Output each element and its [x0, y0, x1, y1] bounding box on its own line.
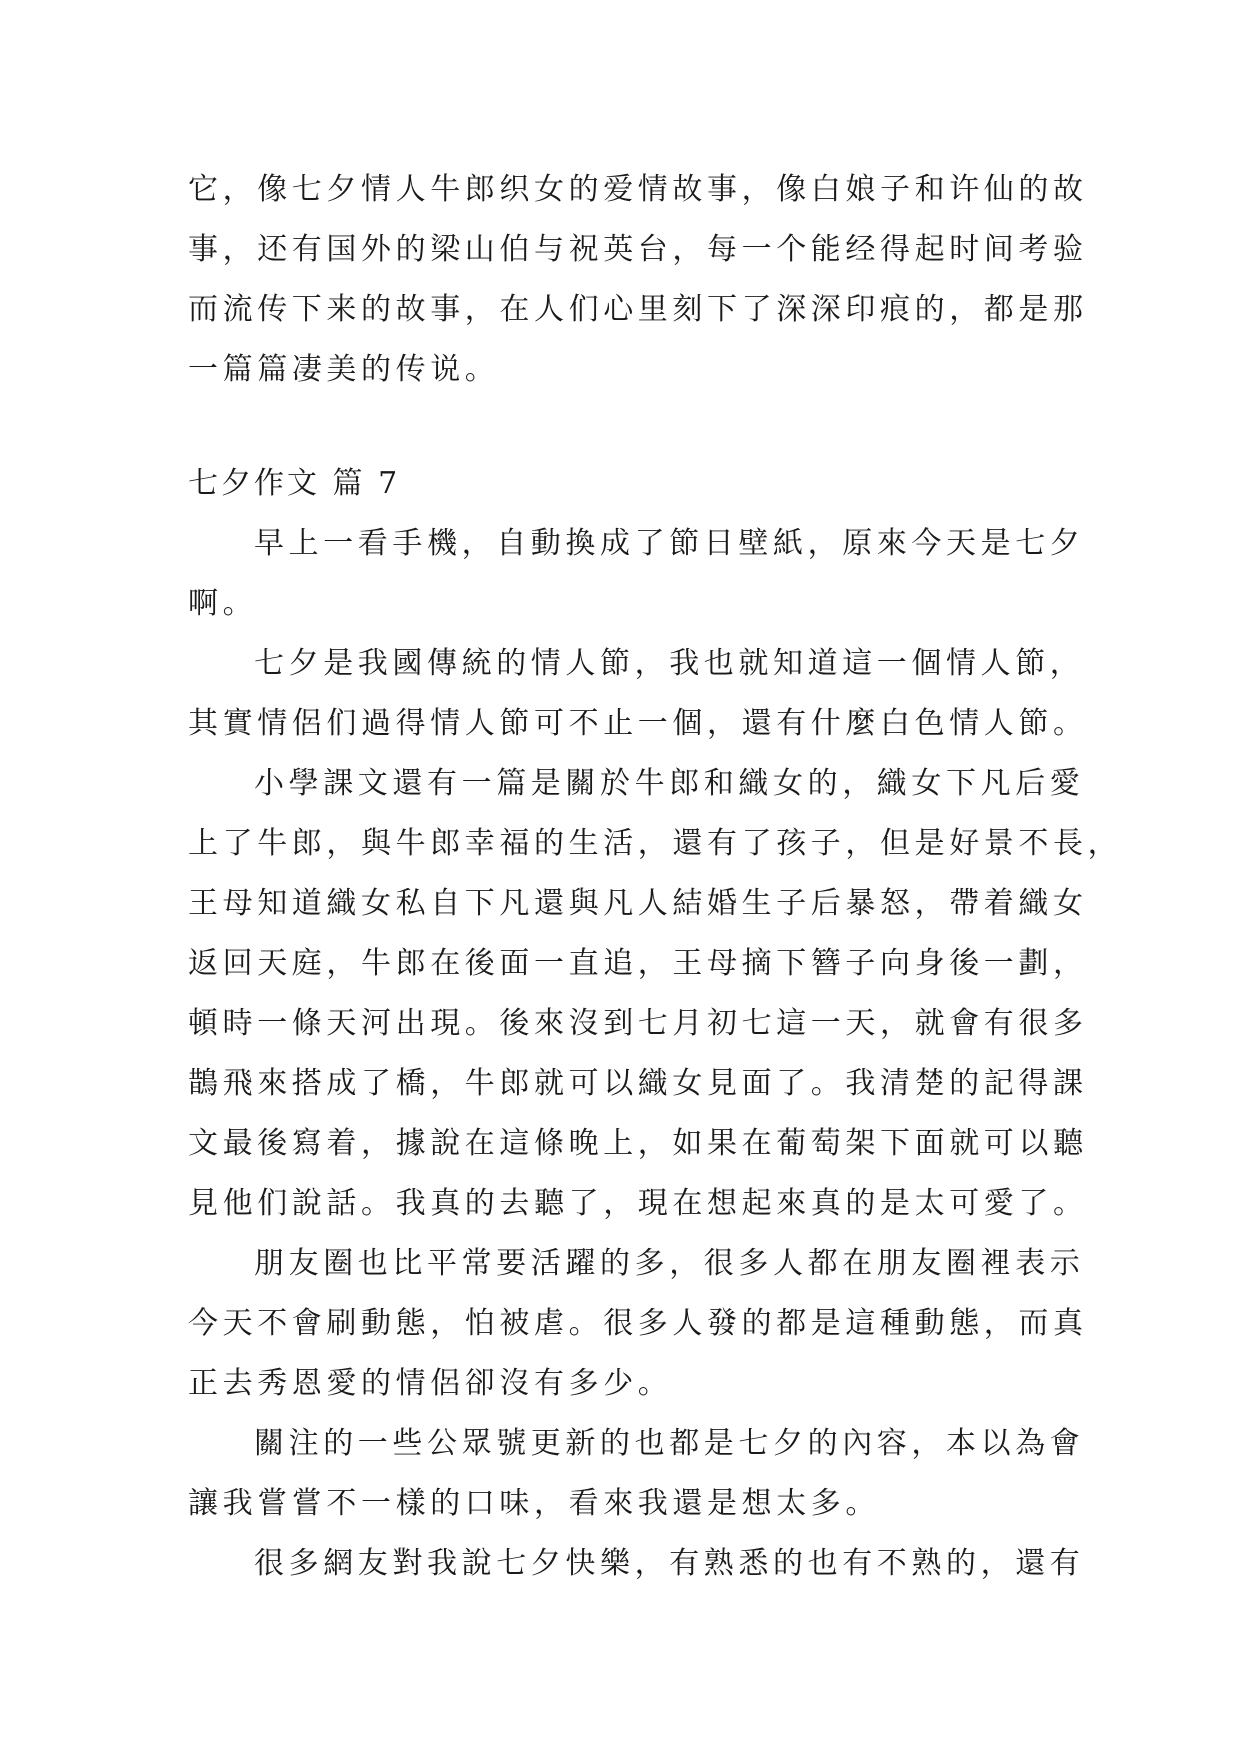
section-heading: 七夕作文 篇 7 — [188, 466, 401, 501]
paragraph-6 — [188, 1534, 1085, 1594]
paragraph-1 — [188, 514, 1085, 634]
paragraph-3 — [188, 754, 1123, 1234]
text-line: 關注的一些公眾號更新的也都是七夕的內容，本以為會 — [254, 1426, 1085, 1461]
text-line: 今天不會刷動態，怕被虐。很多人發的都是這種動態，而真 — [188, 1306, 1088, 1341]
text-line: 讓我嘗嘗不一樣的口味，看來我還是想太多。 — [188, 1486, 880, 1521]
text-line: 鵲飛來搭成了橋，牛郎就可以織女見面了。我清楚的記得課 — [188, 1066, 1088, 1101]
text-line: 很多網友對我說七夕快樂，有熟悉的也有不熟的，還有 — [254, 1546, 1085, 1581]
text-line: 啊。 — [188, 586, 258, 621]
text-line: 其實情侶们過得情人節可不止一個，還有什麼白色情人節。 — [188, 706, 1088, 741]
text-line: 事，还有国外的梁山伯与祝英台，每一个能经得起时间考验 — [188, 232, 1088, 267]
text-line: 它，像七夕情人牛郎织女的爱情故事，像白娘子和许仙的故 — [188, 172, 1088, 207]
text-line: 正去秀恩愛的情侶卻沒有多少。 — [188, 1366, 673, 1401]
document-page — [188, 160, 1123, 1594]
text-line: 頓時一條天河出現。後來沒到七月初七這一天，就會有很多 — [188, 1006, 1088, 1041]
paragraph-5 — [188, 1414, 1085, 1534]
text-line: 而流传下来的故事，在人们心里刻下了深深印痕的，都是那 — [188, 292, 1088, 327]
paragraph-2 — [188, 634, 1088, 754]
text-line: 王母知道織女私自下凡還與凡人結婚生子后暴怒，帶着織女 — [188, 886, 1088, 921]
text-line: 小學課文還有一篇是關於牛郎和織女的，織女下凡后愛 — [254, 766, 1085, 801]
text-line: 文最後寫着，據說在這條晚上，如果在葡萄架下面就可以聽 — [188, 1126, 1088, 1161]
text-line: 七夕是我國傳統的情人節，我也就知道這一個情人節， — [254, 646, 1085, 681]
intro-paragraph — [188, 160, 1088, 400]
text-line: 朋友圈也比平常要活躍的多，很多人都在朋友圈裡表示 — [254, 1246, 1085, 1281]
text-line: 早上一看手機，自動換成了節日壁紙，原來今天是七夕 — [254, 526, 1085, 561]
text-line: 上了牛郎，與牛郎幸福的生活，還有了孩子，但是好景不長， — [188, 826, 1123, 861]
section-spacer — [188, 400, 1068, 454]
text-line: 見他们說話。我真的去聽了，現在想起來真的是太可愛了。 — [188, 1186, 1088, 1221]
text-line: 一篇篇凄美的传说。 — [188, 352, 500, 387]
paragraph-4 — [188, 1234, 1088, 1414]
text-line: 返回天庭，牛郎在後面一直追，王母摘下簪子向身後一劃， — [188, 946, 1088, 981]
